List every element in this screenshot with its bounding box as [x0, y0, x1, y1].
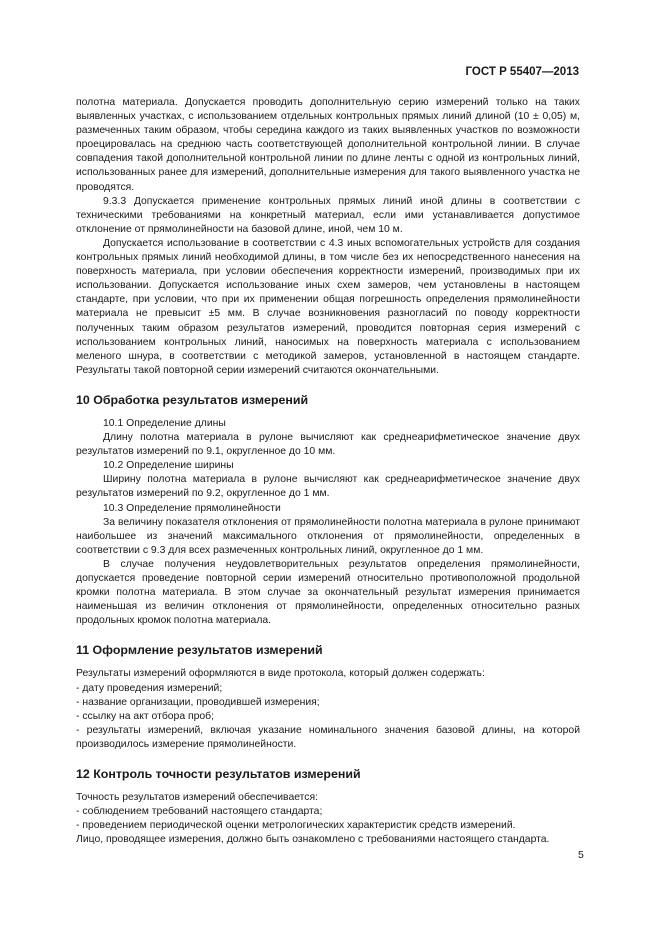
section-11-intro: Результаты измерений оформляются в виде протокола, который должен содержать: [76, 668, 485, 680]
subsection-10-3-text-2: В случае получения неудовлетворительных результатов определения прямолинейности, допускается проведение повторной серии измерений относительно противоположной продольной кромки полотна материала. В этом случае за окончательный результат измерения принимается наименьшая из величин отклонения от прямолинейности, определенных относительно разных продольных кромок полотна материала. [76, 558, 580, 627]
list-item: - название организации, проводившей измерения; [76, 696, 580, 710]
page-number: 5 [578, 849, 584, 861]
subsection-10-2-text: Ширину полотна материала в рулоне вычисляют как среднеарифметическое значение двух результатов измерений по 9.2, округленное до 1 мм. [76, 474, 580, 500]
section-11-title: 11 Оформление результатов измерений [76, 643, 323, 658]
subsection-10-3-text: За величину показателя отклонения от прямолинейности полотна материала в рулоне принимают наибольшее из значений максимального отклонения от прямолинейности, определенных в соответствии с 9.3 для всех размеченных контрольных линий, округленное до 1 мм. [76, 516, 580, 556]
document-code: ГОСТ Р 55407—2013 [465, 66, 579, 78]
list-item: - результаты измерений, включая указание номинального значения базовой длины, на которой производилось измерение прямолинейности. [76, 724, 580, 752]
subsection-10-1-text: Длину полотна материала в рулоне вычисляют как среднеарифметическое значение двух результатов измерений по 9.1, округленное до 10 мм. [76, 432, 580, 458]
subsection-10-3-heading: 10.3 Определение прямолинейности [103, 502, 281, 514]
section-12-title: 12 Контроль точности результатов измерений [76, 767, 361, 782]
list-item: - ссылку на акт отбора проб; [76, 710, 580, 724]
section-12-closing: Лицо, проводящее измерения, должно быть ознакомлено с требованиями настоящего стандарта. [76, 834, 550, 846]
list-item: - проведением периодической оценки метрологических характеристик средств измерений. [76, 819, 580, 833]
paragraph-9-3-3: 9.3.3 Допускается применение контрольных прямых линий иной длины в соответствии с техническими требованиями на конкретный материал, если ими устанавливается допустимое отклонение от прямолинейности на базовой длине, иной, чем 10 м. [76, 195, 580, 235]
subsection-10-2-heading: 10.2 Определение ширины [103, 460, 234, 472]
list-item: - дату проведения измерений; [76, 682, 580, 696]
subsection-10-1-heading: 10.1 Определение длины [103, 417, 226, 429]
section-12-intro: Точность результатов измерений обеспечивается: [76, 792, 319, 804]
paragraph-auxiliary-devices: Допускается использование в соответствии с 4.3 иных вспомогательных устройств для создания контрольных прямых линий необходимой длины, в том числе без их непосредственного нанесения на поверхность материала, при условии обеспечения корректности измерений, производимых при их использовании. Допускается использование иных схем замеров, чем установлены в настоящем стандарте, при условии, что при их применении общая погрешность определения прямолинейности материала не превысит ±5 мм. В случае возникновения разногласий по поводу корректности полученных таким образом результатов измерений, проводится повторная серия измерений с использованием контрольных линий, наносимых на поверхность материала с использованием меленого шнура, в соответствии с методикой замеров, установленной в настоящем стандарте. Результаты такой повторной серии измерений считаются окончательными. [76, 237, 580, 376]
document-body [76, 96, 580, 848]
section-10-title: 10 Обработка результатов измерений [76, 392, 309, 407]
list-item: - соблюдением требований настоящего стандарта; [76, 805, 580, 819]
paragraph-continuation: полотна материала. Допускается проводить дополнительную серию измерений только на таких выявленных участках, с использованием отдельных контрольных прямых линий длиной (10 ± 0,05) м, размеченных таким образом, чтобы середина каждого из таких выявленных участков по возможности проецировалась на среднюю часть соответствующей дополнительной контрольной линии. В случае совпадения такой дополнительной контрольной линии по длине ленты с одной из контрольных линий, использованных ранее для измерений, дополнительные измерения для такого выявленного участка не проводятся. [76, 97, 580, 193]
